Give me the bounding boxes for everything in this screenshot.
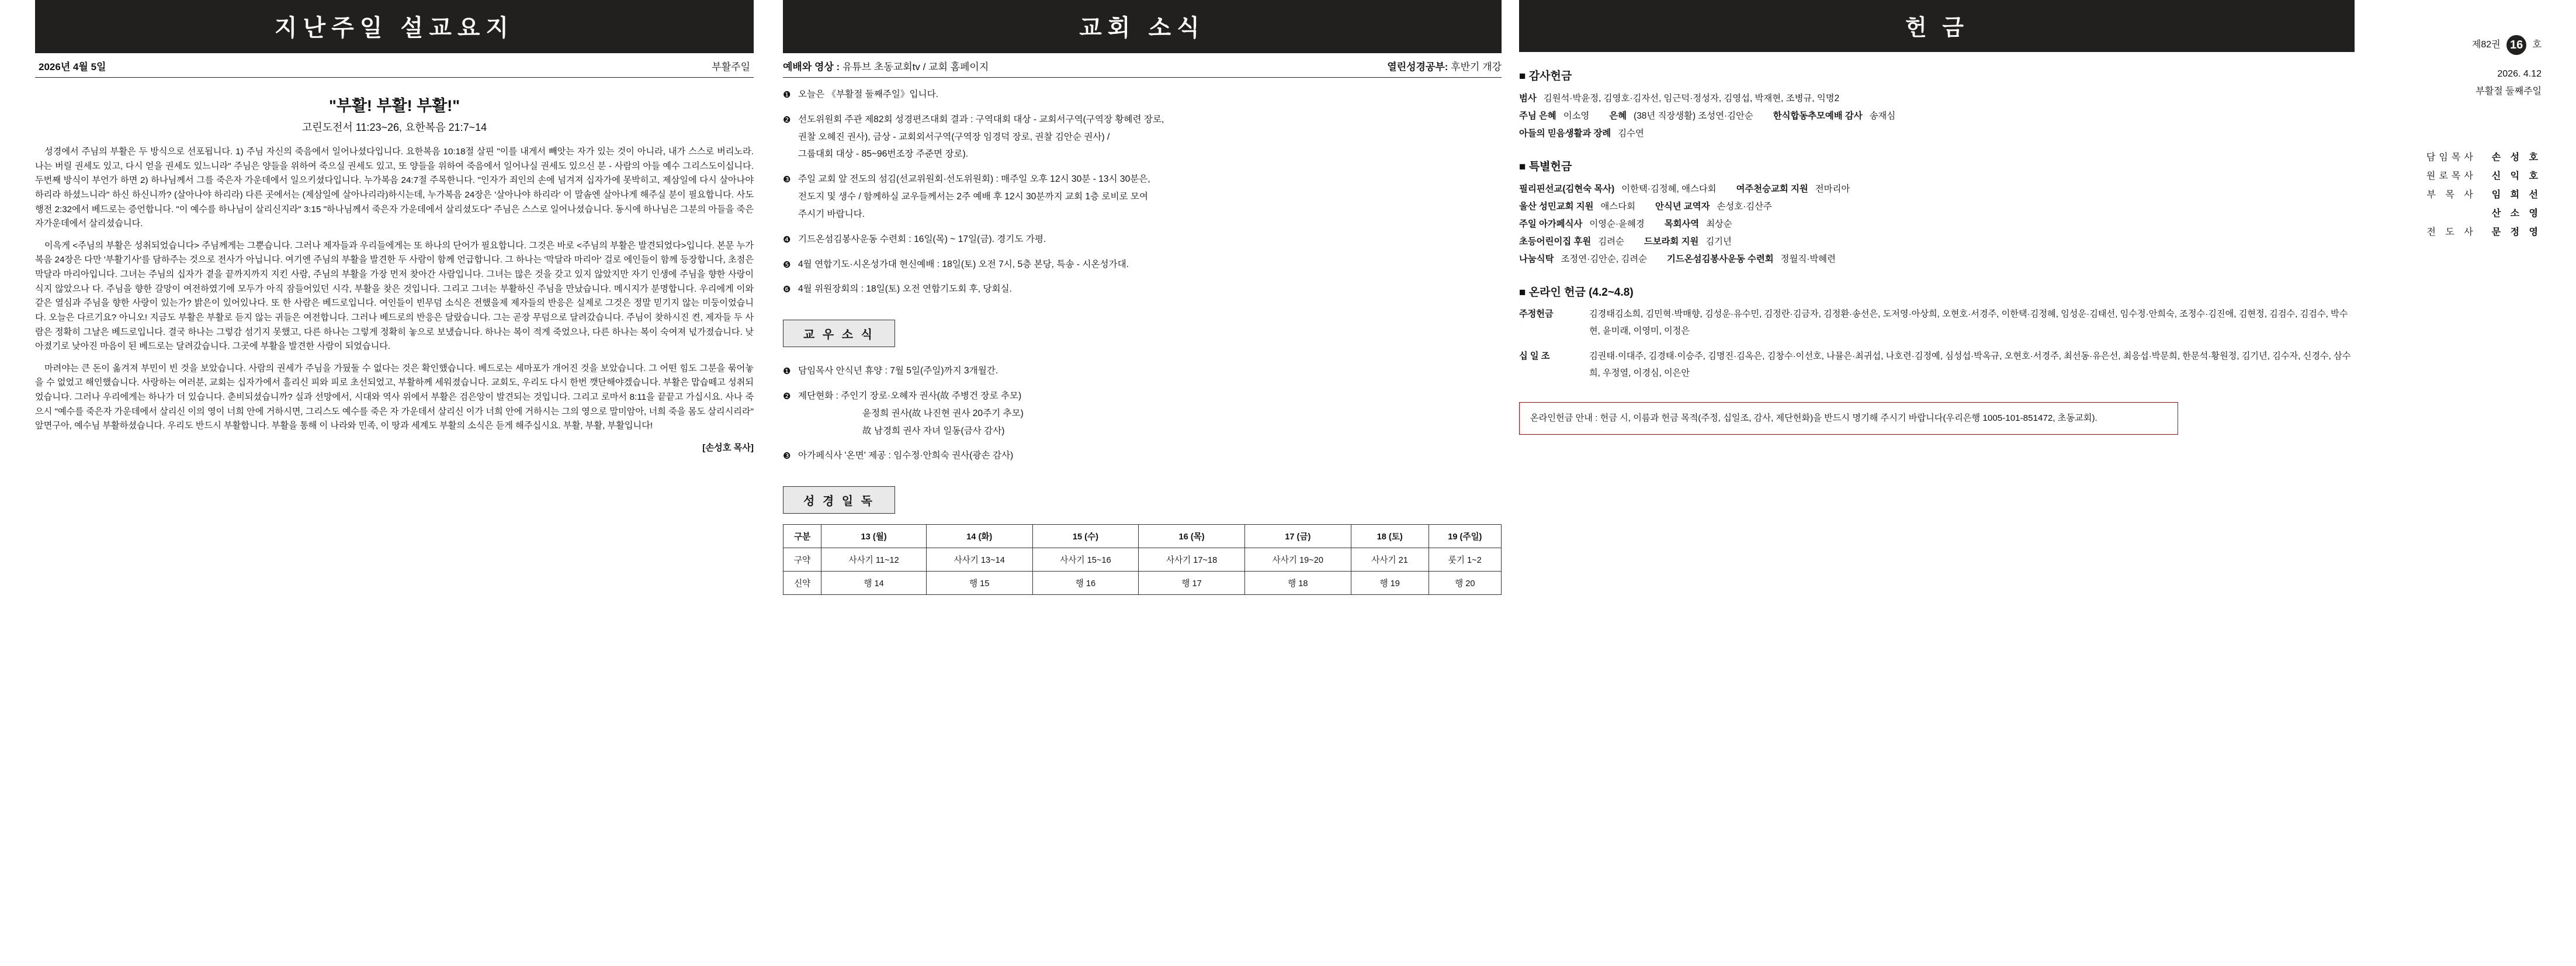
offering-label: 기드온섬김봉사운동 수련회 — [1666, 254, 1774, 265]
column-offerings — [1519, 0, 2542, 435]
bullet-number: ❷ — [783, 115, 791, 125]
member-news-line: 故 남경희 권사 자녀 일동(금사 감사) — [862, 425, 1005, 436]
table-cell: 행 14 — [821, 572, 927, 595]
table-row — [783, 548, 1502, 572]
member-news-text — [798, 363, 1502, 381]
offering-row — [1519, 181, 2355, 198]
offering-label: 드보라회 지원 — [1644, 237, 1699, 247]
notice-text — [798, 257, 1502, 275]
offering-row — [1519, 90, 2355, 108]
offering-section-header: 헌 금 — [1519, 0, 2355, 52]
table-cell: 사사기 11~12 — [821, 548, 927, 572]
issue-number-badge: 16 — [2506, 35, 2526, 55]
offering-row — [1519, 108, 2355, 125]
offering-label: 나눔식탁 — [1519, 254, 1554, 265]
special-offering-header: ■ 특별헌금 — [1519, 161, 1572, 174]
sermon-author: [손성호 목사] — [702, 442, 754, 453]
table-cell: 사사기 17~18 — [1139, 548, 1245, 572]
table-cell: 사사기 21 — [1351, 548, 1429, 572]
column-header: 15 (수) — [1032, 525, 1139, 548]
table-row — [783, 572, 1502, 595]
member-news-text — [798, 448, 1502, 466]
member-news-line: 담임목사 안식년 휴양 : 7월 5일(주일)까지 3개월간. — [798, 366, 998, 376]
member-news-line: 윤정희 권사(故 나진현 권사 20주기 추모) — [862, 408, 1024, 418]
offering-names: 조정연·김안순, 김려순 — [1561, 254, 1647, 265]
table-cell: 룻기 1~2 — [1429, 548, 1501, 572]
bible-reading-header: 성 경 일 독 — [783, 486, 895, 514]
offering-label: 필리핀선교(김현숙 목사) — [1519, 184, 1615, 195]
column-header: 구분 — [783, 525, 821, 548]
bullet-number: ❸ — [783, 175, 791, 185]
online-offering-label: 십 일 조 — [1519, 351, 1550, 361]
member-news-text — [798, 389, 1502, 441]
offering-names: 김기년 — [1705, 237, 1732, 247]
broadcast-value: 유튜브 초동교회tv / 교회 홈페이지 — [842, 61, 989, 72]
column-header: 16 (목) — [1139, 525, 1245, 548]
notice-line: 그룹대회 대상 - 85~96번조장 주준면 장로). — [798, 149, 969, 160]
member-news-list — [783, 363, 1502, 466]
bullet-number: ❺ — [783, 259, 791, 270]
list-item — [783, 363, 1502, 381]
notice-line: 전도지 및 생수 / 함께하실 교우들께서는 2주 예배 후 12시 30분까지 교회 1층 로비로 모여 — [798, 192, 1149, 202]
table-cell: 행 20 — [1429, 572, 1501, 595]
list-item — [783, 87, 1502, 105]
bullet-number: ❸ — [783, 451, 791, 462]
issue-meta — [2472, 35, 2542, 101]
sermon-section-header: 지난주일 설교요지 — [35, 0, 754, 53]
column-header: 17 (금) — [1244, 525, 1351, 548]
column-church-news — [783, 0, 1502, 595]
offering-names: 송재심 — [1869, 111, 1896, 122]
staff-name: 임 희 선 — [2491, 189, 2542, 200]
offering-row — [1519, 198, 2355, 216]
bible-study-label: 열린성경공부: — [1387, 61, 1448, 72]
column-header: 19 (주일) — [1429, 525, 1501, 548]
online-offering-names: 김권태·이대주, 김경태·이승주, 김명진·김옥은, 김창수·이선호, 나뮬은·최귀섭, 나호련·김정예, 심성섭·박옥규, 오현호·서경주, 최선동·유은선, 최응섭·박문희, 한문석·황원정, 김기년, 김수자, 신경수, 삼수희, 우정열, 이경심, 이은안 — [1589, 351, 2351, 378]
staff-title: 부 목 사 — [2426, 189, 2477, 200]
sermon-paragraph: 이윽게 <주님의 부활은 성취되었습니다> 주님께게는 그뿐습니다. 그러나 제자들과 우리들에게는 또 하나의 단어가 필요합니다. 그것은 바로 <주님의 부활은 발견되었다>입니다. 본문 누가복음 24장은 다만 '부활기사'를 담하주는 것으로 전사가 아닙니다. 여기엔 주님의 부활을 발견한 두 사람이 함께 언급합니다. 그 하나는 '막달라 마리아' 걸로 에인들이 함께 등장합니다, 초점은 막달라 마리아입니다. 그녀는 주님의 십자가 곁을 끝까지까지 지킨 사람, 주님의 부활을 가장 먼저 찾아간 사람입니다. 그녀는 많은 것을 갖고 있지 않았지만 자기 인생에 주님을 향한 사랑이 식지 않았으나 다. 주님을 향한 갈망이 여전하였기에 모두가 아직 잠들어있던 시각, 부활을 찾은 것입니다. 그리고 그녀는 부활하신 주님을 만났습니다. 메시지가 분명합니다. 우리에게 이와 같은 열심과 주님을 향한 사랑이 있는가? 밝은이 있어있나다. 또 한 사람은 베드로입니다. 여인들이 빈무덤 소식은 전했을제 제자들의 반응은 실제로 그것은 정말 믿기지 않는 미둥이었습니다. 오늘은 다르기요? 아니오! 지금도 부활은 부활로 듣지 않는 귀들은 여전합니다. 그러나 베드로의 반응은 달랐습니다. 그는 곧장 무덤으로 달려갔습니다. 주님이 찾하시진 켠, 제자들 두 사람은 정확히 그날은 베드로입니다. 결국 하나는 그렇감 섬기지 못했고, 다른 하나는 그렇게 정확히 놓으로 보냈습니다. 하나는 복이 적게 죽었으나, 다른 하나는 복이 숙여져 넋가졌습니다. 낮아졌기로 낮아진 마음이 된 베드로는 달려갔습니다. 그곳에 부활을 발견한 사람이 되었습니다. — [35, 240, 754, 352]
list-item — [783, 282, 1502, 299]
table-cell: 행 18 — [1244, 572, 1351, 595]
table-cell: 구약 — [783, 548, 821, 572]
bible-study-info — [1387, 58, 1502, 73]
offering-names: 김수연 — [1618, 129, 1644, 139]
offering-label: 안식년 교역자 — [1655, 202, 1710, 212]
offering-label: 한식합동추모예배 감사 — [1773, 111, 1863, 122]
bible-study-value: 후반기 개강 — [1451, 61, 1502, 72]
member-news-line: 아가페식사 '온면' 제공 : 임수정·안희숙 권사(광손 감사) — [798, 451, 1014, 461]
offering-row — [1519, 233, 2355, 251]
issue-volume-label: 제82권 — [2471, 40, 2501, 50]
notice-line: 주시기 바랍니다. — [798, 209, 865, 219]
offering-label: 목회사역 — [1664, 219, 1700, 230]
offering-names: 애스다회 — [1600, 202, 1635, 212]
notice-text — [798, 112, 1502, 164]
offering-label: 주님 은혜 — [1519, 111, 1556, 122]
sermon-service-name: 부활주일 — [712, 61, 750, 72]
offering-row — [1519, 216, 2355, 233]
online-offering-header: ■ 온라인 헌금 (4.2~4.8) — [1519, 286, 1634, 299]
sermon-paragraph: 성경에서 주님의 부활은 두 방식으로 선포됩니다. 1) 주님 자신의 죽음에서 일어나셨다입니다. 요한복음 10:18절 살핀 "이를 내게서 빼앗는 자가 있는 것이 아니라, 내가 스스로 버리노라. 나는 버릴 권세도 있고, 다시 얻을 권세도 있느니라" 주님은 양들을 위하여 죽으실 권세도 있고, 또 양들을 위하여 죽음에서 일어나실 권세도 있으신 분 - 사람의 아들 예수 그리스도이십니다. 두번째 방식이 부언가 하면 2) 하나님께서 그를 죽은자 가운데에서 일으키셨다입니다. 누가복음 24:7절 주목한니다. "인자가 죄인의 손에 넘겨져 십자가에 못박히고, 제삼일에 다시 살아나야 하리라 하셨느니라" 하신 하신니까? (살아나야 하리라) 다른 곳에서는 (제삼일에 살아나리라)하시는데, 누가복음 24장은 '살아나야 하리라' 이 말솜엔 살아나게 해주실 분이 필요합니다. 사도행전 2:32에서 베드로는 증언합니다. "이 예수를 하나님이 살리신지라" 3:15 "하나님께서 죽은자 가운데에서 살리셨도다" 주님은 스스로 일어나셨습니다. 동시에 하나님은 그분의 아들을 죽은자가운데에서 살리셨습니다. — [35, 147, 754, 229]
offering-names: 이영순·윤혜경 — [1589, 219, 1645, 230]
column-header: 14 (화) — [926, 525, 1032, 548]
offering-label: 주일 아가페식사 — [1519, 219, 1583, 230]
offering-label: 여주천승교회 지원 — [1736, 184, 1808, 195]
notice-line: 주일 교회 앞 전도의 섬김(선교위원회·선도위원회) : 매주일 오후 12시 30분 - 13시 30분은, — [798, 174, 1150, 185]
news-subheader — [783, 53, 1502, 78]
table-header-row — [783, 525, 1502, 548]
online-offering-row — [1519, 306, 2355, 340]
news-section-header: 교회 소식 — [783, 0, 1502, 53]
notice-line: 4월 연합기도·시온성가대 현신예배 : 18일(토) 오전 7시, 5층 본당, 특송 - 시온성가대. — [798, 259, 1129, 269]
staff-name: 문 정 영 — [2491, 227, 2542, 237]
notice-line: 4월 위원장회의 : 18일(토) 오전 연합기도회 후, 당회실. — [798, 284, 1012, 295]
issue-date: 2026. 4.12 — [2497, 69, 2542, 79]
table-cell: 행 17 — [1139, 572, 1245, 595]
bullet-number: ❻ — [783, 285, 791, 295]
offering-label: 범사 — [1519, 94, 1537, 103]
offering-label: 은혜 — [1609, 111, 1627, 122]
offering-names: 전마리아 — [1815, 184, 1850, 195]
offering-label: 초등어린이집 후원 — [1519, 237, 1592, 247]
notice-text — [798, 232, 1502, 250]
offering-names: 정월직·박혜련 — [1780, 254, 1836, 265]
offering-names: 이소영 — [1563, 111, 1590, 122]
issue-volume-line — [2472, 35, 2542, 55]
offering-label: 울산 성민교회 지원 — [1519, 202, 1594, 212]
table-cell: 행 19 — [1351, 572, 1429, 595]
staff-title: 담임목사 — [2426, 152, 2477, 162]
staff-row — [2426, 167, 2542, 186]
staff-name: 산 소 영 — [2491, 208, 2542, 219]
sermon-date: 2026년 4월 5일 — [39, 61, 106, 72]
list-item — [783, 257, 1502, 275]
sermon-body — [35, 145, 754, 456]
table-cell: 사사기 13~14 — [926, 548, 1032, 572]
list-item — [783, 232, 1502, 250]
offering-names: 이한택·김정혜, 애스다회 — [1621, 184, 1717, 195]
staff-row — [2426, 223, 2542, 242]
online-offering-row — [1519, 348, 2355, 382]
bullet-number: ❷ — [783, 391, 791, 401]
list-item — [783, 448, 1502, 466]
offering-names: 최상순 — [1706, 219, 1732, 230]
offering-names: 손성호·김산주 — [1717, 202, 1772, 212]
broadcast-info — [783, 58, 989, 73]
issue-date-subtitle: 부활절 둘째주일 — [2476, 86, 2542, 97]
table-cell: 신약 — [783, 572, 821, 595]
sermon-scripture-reference: 고린도전서 11:23~26, 요한복음 21:7~14 — [301, 122, 487, 133]
church-notice-list — [783, 87, 1502, 299]
staff-row — [2426, 186, 2542, 205]
staff-list — [2426, 148, 2542, 242]
issue-number-suffix: 호 — [2532, 40, 2542, 50]
table-cell: 행 15 — [926, 572, 1032, 595]
offering-row — [1519, 125, 2355, 143]
staff-title: 전 도 사 — [2426, 227, 2477, 237]
offering-label: 아들의 믿음생활과 장례 — [1519, 129, 1611, 139]
bullet-number: ❶ — [783, 366, 791, 377]
column-header: 18 (토) — [1351, 525, 1429, 548]
offering-names: 김원석·박윤정, 김영호·김자선, 임근덕·정성자, 김영섭, 박재현, 조병규, 익명2 — [1543, 94, 1840, 103]
notice-text — [798, 172, 1502, 224]
staff-name: 손 성 호 — [2491, 152, 2542, 162]
offering-names: (38년 직장생활) 조성연·김안순 — [1634, 111, 1753, 122]
thanks-offering-header: ■ 감사헌금 — [1519, 70, 1572, 82]
online-offering-notice: 온라인헌금 안내 : 헌금 시, 이름과 헌금 목적(주정, 십일조, 감사, 제단헌화)을 반드시 명기해 주시기 바랍니다(우리은행 1005-101-851472, 초동교회). — [1519, 402, 2178, 435]
member-news-line: 제단현화 : 주인기 장로·오혜자 권사(故 주병건 장로 추모) — [798, 390, 1022, 401]
sermon-paragraph: 마려야는 큰 돈이 옮겨져 부민이 빈 것을 보았습니다. 사람의 권세가 주님을 가뒀둘 수 없다는 것은 확인했습니다. 베드로는 세마포가 개어진 것을 보았습니다. 그 어떤 힘도 그분을 묶어놓을 수 없었고 해인했습니다. 사랑하는 여러분, 교회는 십자가에서 흘리신 피와 피로 초선되었고, 부활하께 세워졌습니다. 교회도, 우리도 다시 한번 깻단해야겠습니다. 부활은 맙습떼고 성취되었습니다. 그러나 우리에게는 하나가 더 있습니다. 춘비되셨습니까? 실과 선망에서, 시대와 역사 위에서 부활은 검은앙이 발견되는 것입니다. 그리고 로마서 8:11을 끝끝고 가십시요. 사나 죽으시 "예수를 죽은자 가운데에서 살리신 이의 영이 너희 안에 거하시면, 그리스도 예수를 죽은 자 가운데서 살리신 이가 너희 안에 거하시는 그의 영으로 말미암아, 너희 죽을 몸도 살리시리라" 앞면구아, 예수님 부활하셨습니다. 우리도 반드시 부활합니다. 부활을 통해 이 나라와 민족, 이 땅과 세계도 부활의 소식은 듣게 해주십시요. 부활, 부활, 부활입니다! — [35, 363, 754, 431]
sermon-subheader — [35, 53, 754, 78]
table-cell: 사사기 19~20 — [1244, 548, 1351, 572]
notice-line: 권찰 오혜진 권사), 금상 - 교회외서구역(구역장 임경덕 장로, 권찰 김안순 권사) / — [798, 131, 1110, 142]
broadcast-label: 예배와 영상 : — [783, 61, 840, 72]
staff-row — [2426, 148, 2542, 167]
notice-line: 오늘은 《부활절 둘째주일》입니다. — [798, 89, 939, 99]
notice-line: 선도위원회 주관 제82회 성경편즈대회 결과 : 구역대회 대상 - 교회서구역(구역장 황혜련 장로, — [798, 114, 1164, 124]
bullet-number: ❹ — [783, 234, 791, 245]
notice-text — [798, 87, 1502, 105]
bible-reading-table — [783, 524, 1502, 595]
column-sermon-summary — [35, 0, 754, 463]
online-offering-label: 주정헌금 — [1519, 309, 1554, 320]
notice-text — [798, 282, 1502, 299]
column-header: 13 (월) — [821, 525, 927, 548]
offering-names: 김려순 — [1598, 237, 1624, 247]
online-offering-names: 김경태김소희, 김민혁·박매향, 김성운·유수민, 김정란·김금자, 김정환·송선은, 도저영·아상희, 오현호·서경주, 이한택·김정혜, 임성운·김태선, 임수정·안희숙, 조정수·김진애, 김현정, 김검수, 김검수, 박수현, 윤미래, 이영미, 이정은 — [1589, 309, 2348, 337]
table-cell: 행 16 — [1032, 572, 1139, 595]
table-cell: 사사기 15~16 — [1032, 548, 1139, 572]
notice-line: 기드온섬김봉사운동 수련회 : 16일(목) ~ 17일(금). 경기도 가평. — [798, 234, 1046, 244]
bullet-number: ❶ — [783, 90, 791, 100]
list-item — [783, 112, 1502, 164]
sermon-title: "부활! 부활! 부활!" — [328, 97, 460, 115]
member-news-header: 교 우 소 식 — [783, 320, 895, 347]
offering-row — [1519, 251, 2355, 268]
staff-title: 원로목사 — [2426, 171, 2477, 181]
list-item — [783, 389, 1502, 441]
list-item — [783, 172, 1502, 224]
staff-name: 신 익 호 — [2491, 171, 2542, 181]
staff-row — [2426, 205, 2542, 223]
